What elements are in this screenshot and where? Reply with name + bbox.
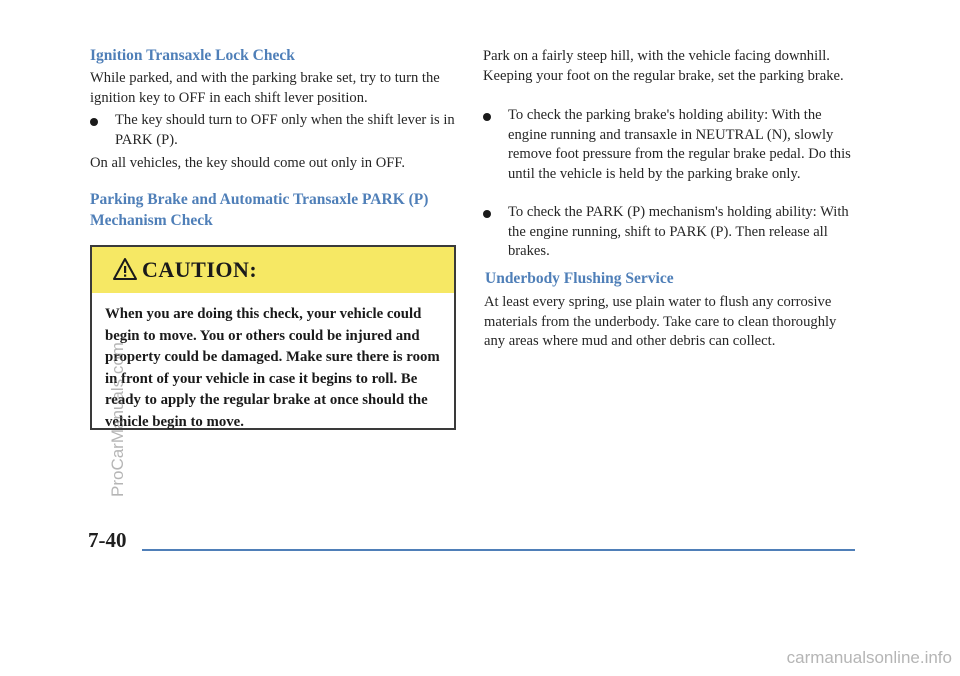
bullet-icon bbox=[90, 118, 98, 126]
footer-rule bbox=[142, 549, 855, 551]
bullet-icon bbox=[483, 113, 491, 121]
underbody-paragraph: At least every spring, use plain water to flush any corrosive materials from the underbody. Take care to clean thoroughly any areas where mud and other debris can collect. bbox=[484, 294, 837, 349]
ignition-paragraph: While parked, and with the parking brake set, try to turn the ignition key to OFF in each shift lever position. bbox=[90, 70, 440, 106]
caution-box bbox=[90, 245, 456, 430]
warning-triangle-icon bbox=[112, 257, 138, 281]
bottom-watermark: carmanualsonline.info bbox=[786, 648, 952, 667]
underbody-heading: Underbody Flushing Service bbox=[485, 270, 674, 287]
parking-brake-bullet-text: To check the parking brake's holding ability: With the engine running and transaxle in NEUTRAL (N), slowly remove foot pressure from the regular brake pedal. Do this until the vehicle is held by the parking brake only. bbox=[508, 107, 851, 182]
caution-band bbox=[92, 247, 454, 293]
parking-brake-heading: Parking Brake and Automatic Transaxle PARK (P) Mechanism Check bbox=[90, 191, 429, 229]
hill-paragraph: Park on a fairly steep hill, with the vehicle facing downhill. Keeping your foot on the regular brake, set the parking brake. bbox=[483, 48, 844, 84]
parking-brake-bullet bbox=[483, 106, 858, 184]
caution-text: When you are doing this check, your vehicle could begin to move. You or others could be injured and property could be damaged. Make sure there is room in front of your vehicle in case it begins to roll. Be ready to apply the regular brake at once should the vehicle begin to move. bbox=[105, 306, 440, 430]
page-number: 7-40 bbox=[88, 528, 127, 552]
side-watermark bbox=[90, 200, 127, 500]
ignition-bullet bbox=[90, 111, 463, 150]
all-vehicles-paragraph: On all vehicles, the key should come out only in OFF. bbox=[90, 155, 405, 171]
ignition-heading: Ignition Transaxle Lock Check bbox=[90, 47, 295, 64]
park-mechanism-bullet bbox=[483, 203, 860, 262]
caution-title: CAUTION: bbox=[142, 257, 258, 282]
side-watermark-text: ProCarManuals.com bbox=[108, 342, 127, 497]
ignition-bullet-text: The key should turn to OFF only when the shift lever is in PARK (P). bbox=[115, 112, 455, 148]
bullet-icon bbox=[483, 210, 491, 218]
park-mechanism-bullet-text: To check the PARK (P) mechanism's holding ability: With the engine running, shift to PARK (P). Then release all brakes. bbox=[508, 204, 849, 259]
